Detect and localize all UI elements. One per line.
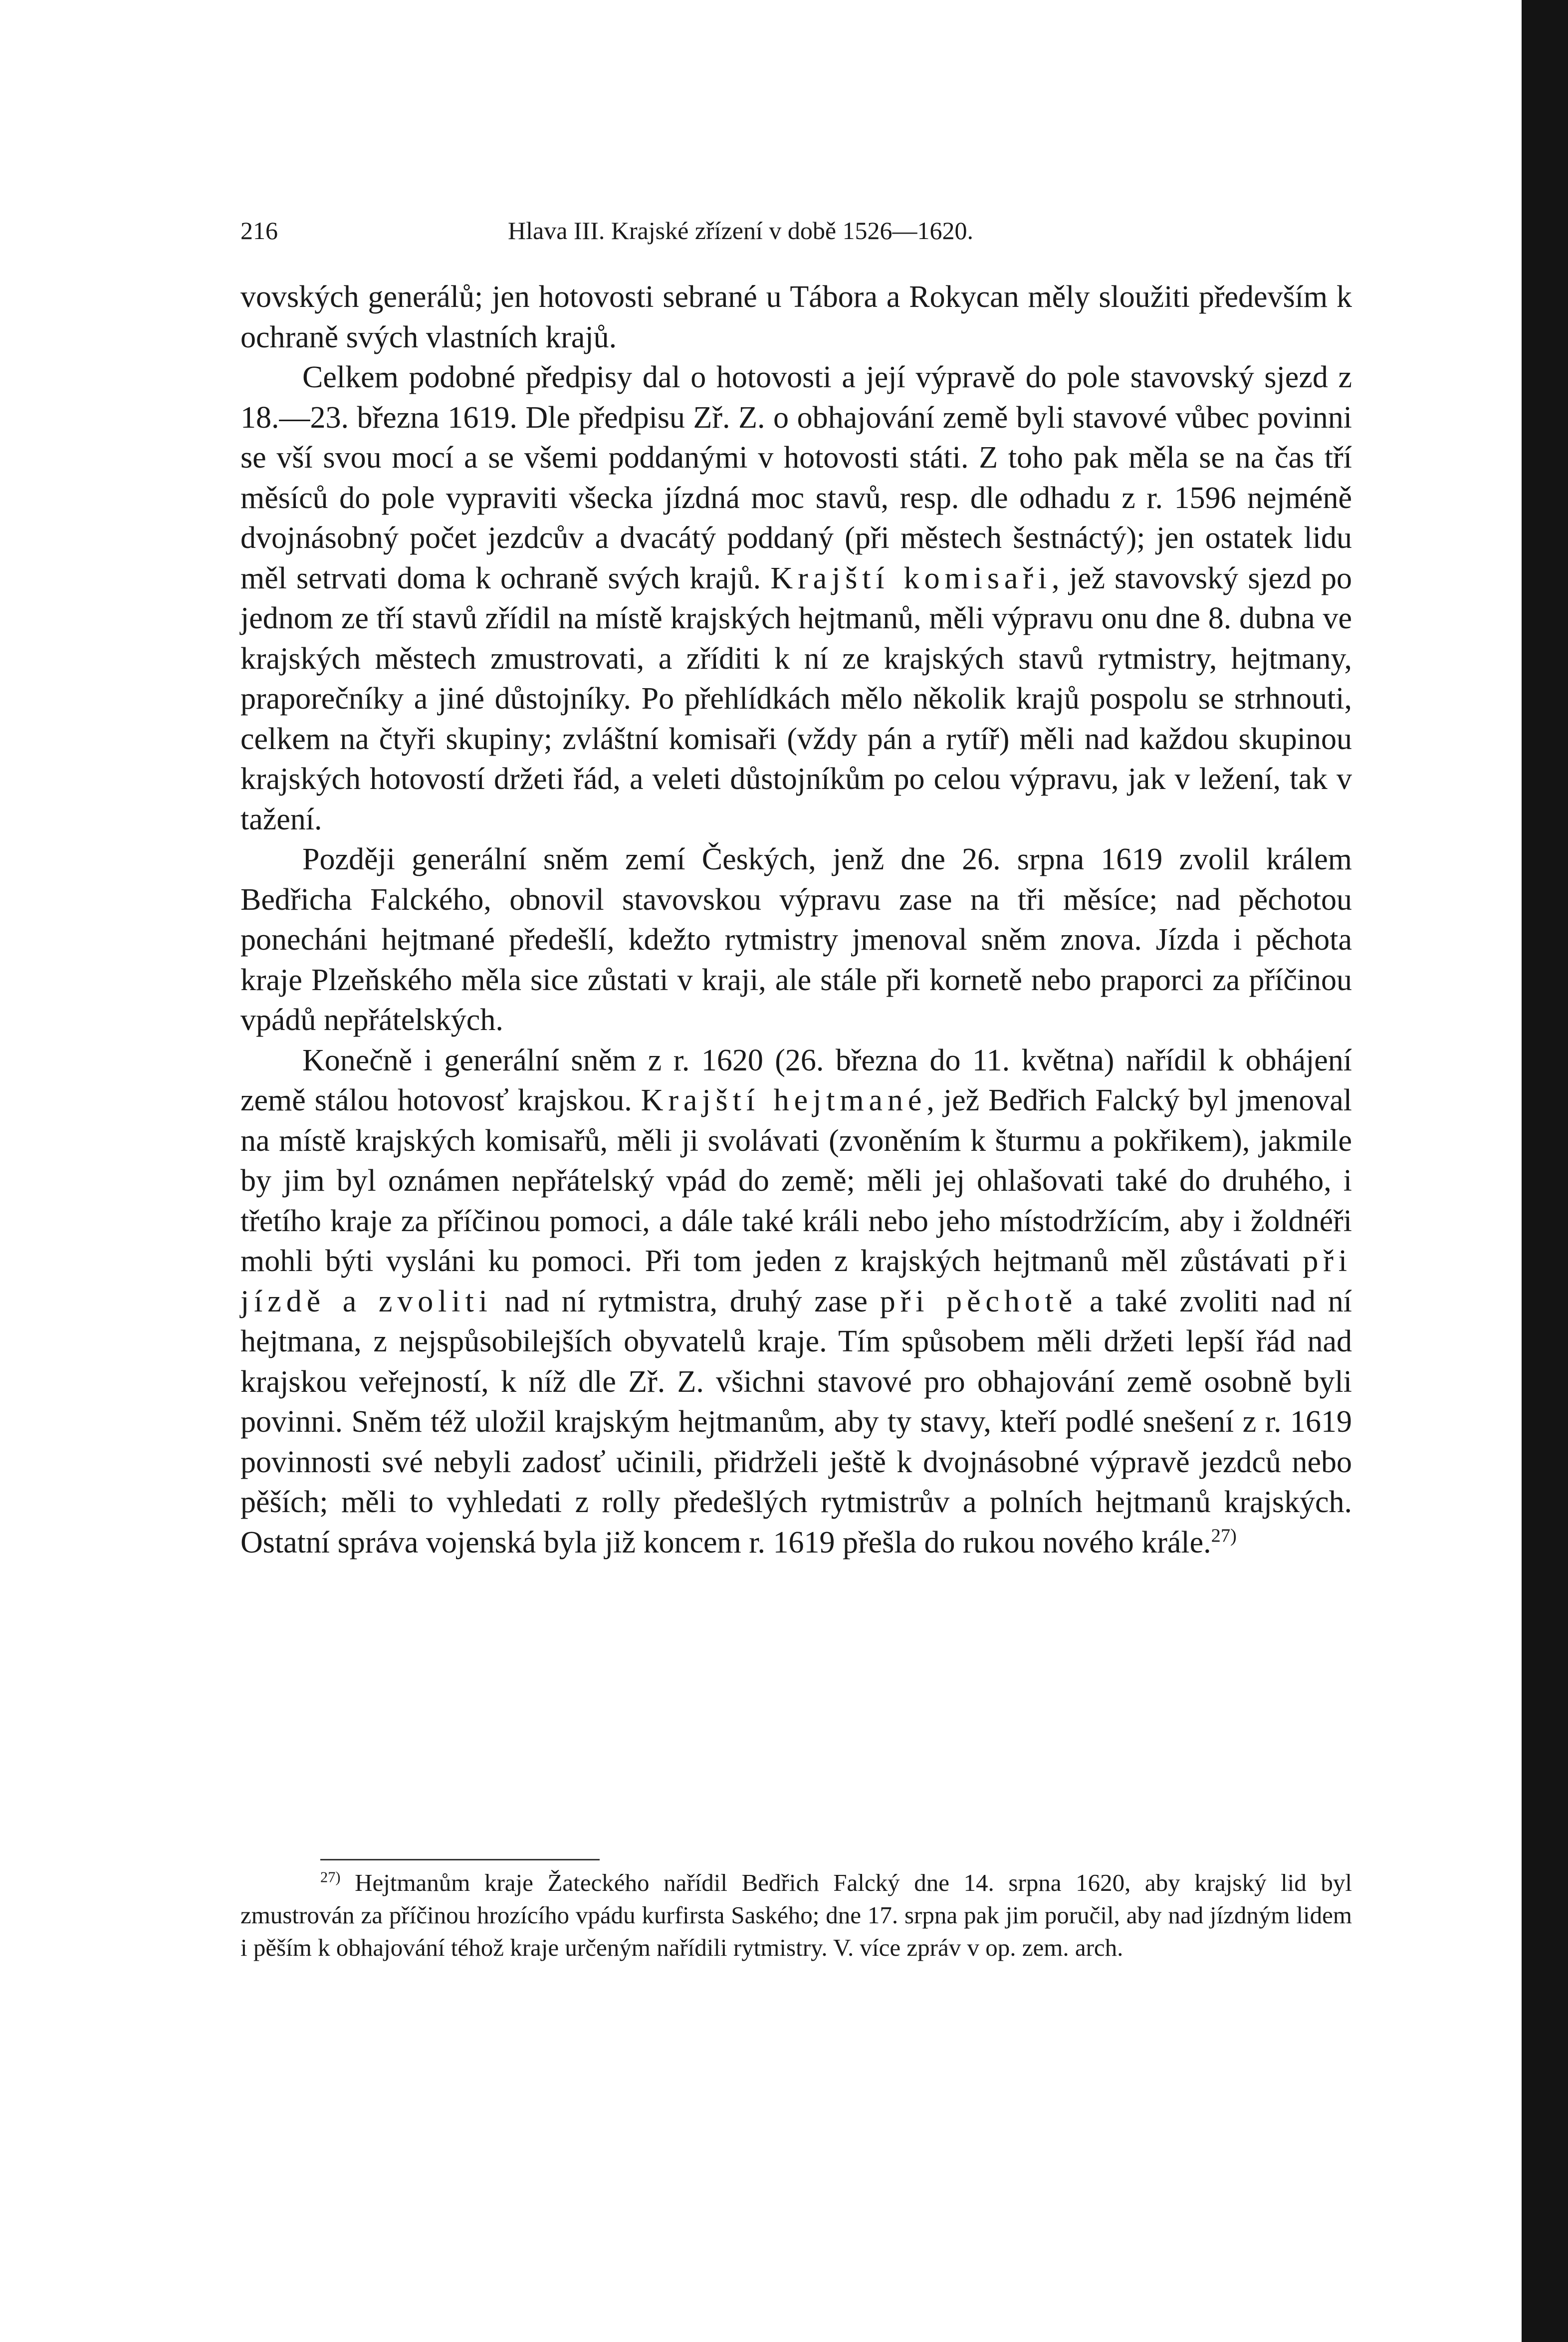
paragraph-text: , jež stavovský sjezd po jednom ze tří stavů zřídil na místě krajských hejtmanů, měli výpravu onu dne 8. dubna ve krajských městech zmustrovati, a zříditi k ní ze krajských stavů rytmistry, hejtmany, praporečníky a jiné důstojníky. Po přehlídkách mělo několik krajů pospolu se strhnouti, celkem na čtyři skupiny; zvláštní komisaři (vždy pán a rytíř) měli nad každou skupinou krajských hotovostí držeti řád, a veleti důstojníkům po celou výpravu, jak v ležení, tak v tažení. (240, 561, 1360, 836)
footnote-divider (320, 1859, 600, 1860)
paragraph-text: , jež Bedřich Falcký byl jmenoval na místě krajských komisařů, měli ji svolávati (zvoněním k šturmu a pokřikem), jakmile by jim byl oznámen nepřátelský vpád do země; měli jej ohlašovati také do druhého, i třetího kraje za příčinou pomoci, a dále také králi nebo jeho místodržícím, aby i žoldnéři mohli býti vysláni ku pomoci. Při tom jeden z krajských hejtmanů měl zůstávati (240, 1083, 1360, 1278)
paragraph-2 (240, 357, 1360, 839)
body-text (240, 277, 1365, 1562)
page-number: 216 (240, 217, 278, 245)
scan-edge-shadow (1522, 0, 1568, 2342)
spaced-emphasis: při jízdě a zvoliti (240, 1244, 1365, 1318)
footnote-marker: 27) (320, 1868, 341, 1886)
spaced-emphasis: při pěchotě (880, 1284, 1078, 1318)
footnote-text: Hejtmanům kraje Žateckého nařídil Bedřich Falcký dne 14. srpna 1620, aby krajský lid byl zmustrován za příčinou hrozícího vpádu kurfirsta Saského; dne 17. srpna pak jim poručil, aby nad jízdným lidem i pěším k obhajování téhož kraje určeným nařídili rytmistry. V. více zpráv v op. zem. arch. (240, 1869, 1358, 1961)
spaced-emphasis: Krajští komisaři (770, 561, 1052, 595)
paragraph-text: Celkem podobné předpisy dal o hotovosti a její výpravě do pole stavovský sjezd z 18.—23. března 1619. Dle předpisu Zř. Z. o obhajování země byli stavové vůbec povinni se vší svou mocí a se všemi poddanými v hotovosti státi. Z toho pak měla se na čas tří měsíců do pole vypraviti všecka jízdná moc stavů, resp. dle odhadu z r. 1596 nejméně dvojnásobný počet jezdcův a dvacátý poddaný (při městech šestnáctý); jen ostatek lidu měl setrvati doma k ochraně svých krajů. (240, 360, 1360, 595)
paragraph-4 (240, 1041, 1365, 1563)
footnote-reference[interactable]: 27) (1211, 1525, 1237, 1546)
footnote (240, 1866, 1358, 1964)
paragraph-text: Konečně i generální sněm z r. 1620 (26. března do 11. května) nařídil k obhájení země stálou hotovosť krajskou. (240, 1043, 1360, 1117)
paragraph-1 (240, 277, 1360, 357)
paragraph-text: vovských generálů; jen hotovosti sebrané u Tábora a Rokycan měly sloužiti především k ochraně svých vlastních krajů. (240, 280, 1360, 354)
running-header (240, 216, 1094, 246)
book-page (240, 0, 1365, 2342)
paragraph-text: Později generální sněm zemí Českých, jenž dne 26. srpna 1619 zvolil králem Bedřicha Falckého, obnovil stavovskou výpravu zase na tři měsíce; nad pěchotou ponecháni hejtmané předešlí, kdežto rytmistry jmenoval sněm znova. Jízda i pěchota kraje Plzeňského měla sice zůstati v kraji, ale stále při kornetě nebo praporci za příčinou vpádů nepřátelských. (240, 842, 1360, 1037)
paragraph-text: nad ní rytmistra, druhý zase (492, 1284, 880, 1318)
chapter-title: Hlava III. Krajské zřízení v době 1526—1620. (508, 217, 974, 245)
spaced-emphasis: Krajští hejtmané (641, 1083, 927, 1117)
paragraph-text: a také zvoliti nad ní hejtmana, z nejspůsobilejších obyvatelů kraje. Tím spůsobem měli držeti lepší řád nad krajskou veřejností, k níž dle Zř. Z. všichni stavové pro obhajování země osobně byli povinni. Sněm též uložil krajským hejtmanům, aby ty stavy, kteří podlé snešení z r. 1619 povinnosti své nebyli zadosť učinili, přidrželi ještě k dvojnásobné výpravě jezdců nebo pěších; měli to vyhledati z rolly předešlých rytmistrův a polních hejtmanů krajských. Ostatní správa vojenská byla již koncem r. 1619 přešla do rukou nového krále. (240, 1284, 1360, 1560)
paragraph-3 (240, 839, 1360, 1041)
